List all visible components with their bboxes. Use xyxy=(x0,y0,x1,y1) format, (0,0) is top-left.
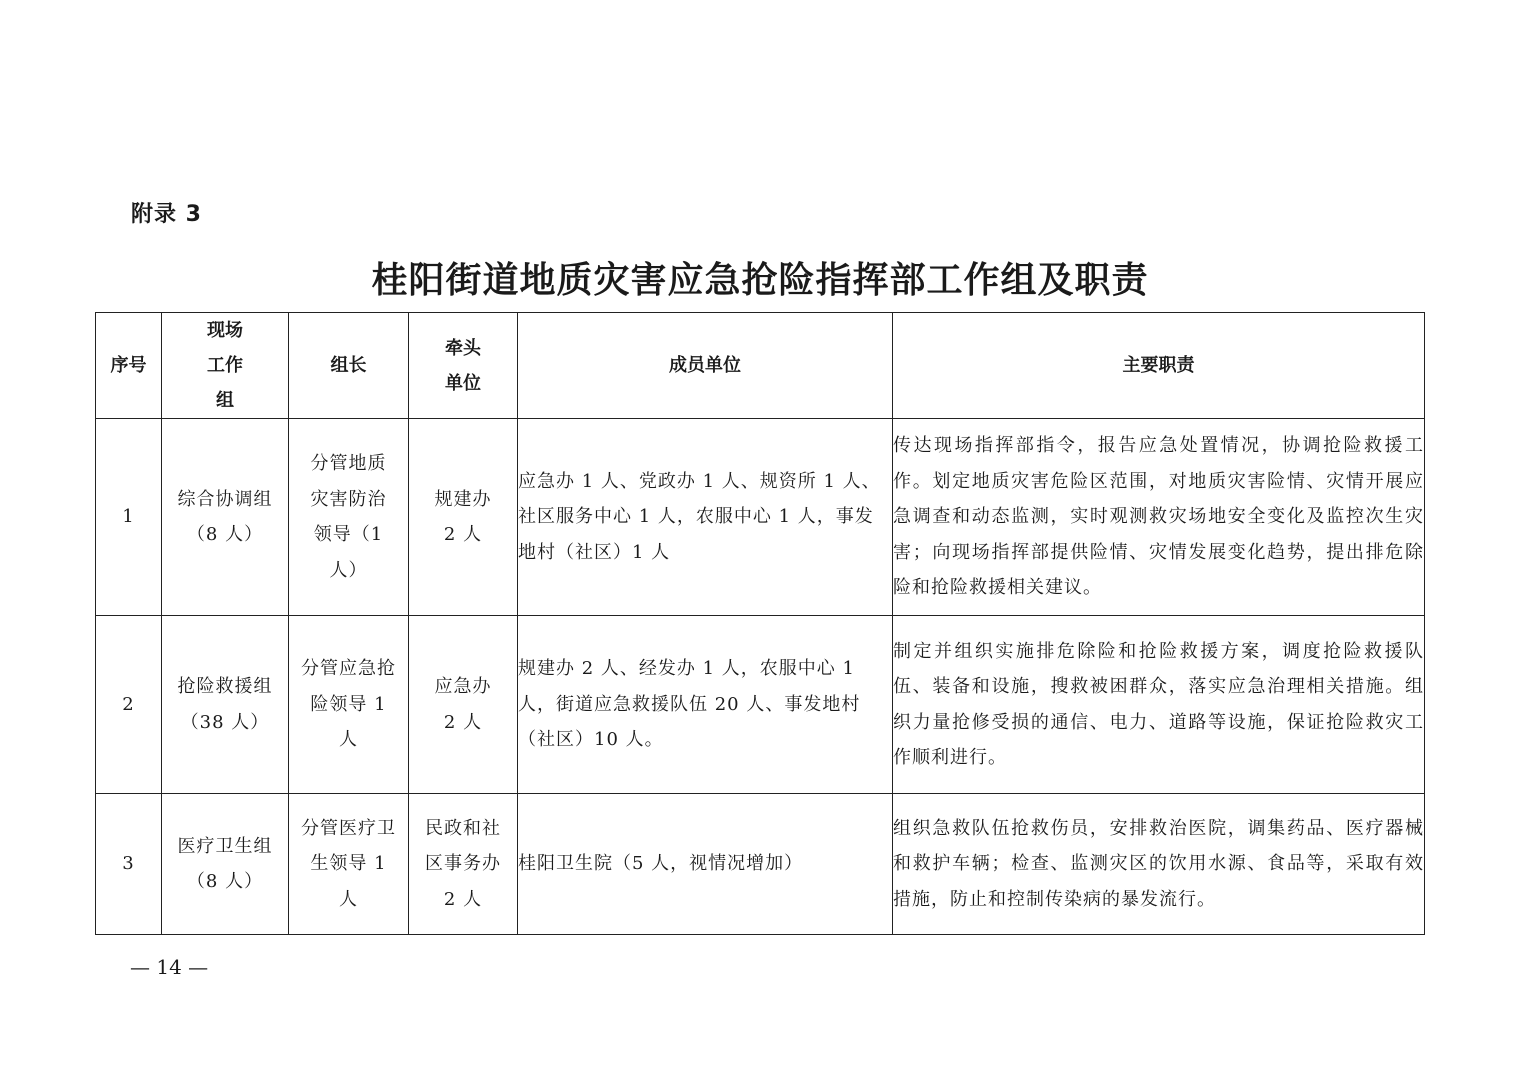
cell-lead-unit: 规建办 2 人 xyxy=(409,419,518,616)
cell-members: 规建办 2 人、经发办 1 人，农服中心 1 人，街道应急救援队伍 20 人、事发地村（社区）10 人。 xyxy=(518,616,893,794)
header-leader: 组长 xyxy=(289,313,409,419)
appendix-label: 附录 3 xyxy=(131,202,202,227)
cell-group: 综合协调组（8 人） xyxy=(162,419,289,616)
cell-leader: 分管应急抢险领导 1 人 xyxy=(289,616,409,794)
cell-group: 医疗卫生组（8 人） xyxy=(162,794,289,935)
page-number: — 14 — xyxy=(130,955,209,979)
header-duties: 主要职责 xyxy=(893,313,1425,419)
table-row xyxy=(96,616,1425,794)
cell-lead-unit: 应急办 2 人 xyxy=(409,616,518,794)
cell-duties: 制定并组织实施排危除险和抢险救援方案，调度抢险救援队伍、装备和设施，搜救被困群众，落实应急治理相关措施。组织力量抢修受损的通信、电力、道路等设施，保证抢险救灾工作顺利进行。 xyxy=(893,616,1425,794)
table-row xyxy=(96,419,1425,616)
cell-members: 桂阳卫生院（5 人，视情况增加） xyxy=(518,794,893,935)
header-members: 成员单位 xyxy=(518,313,893,419)
table-row xyxy=(96,794,1425,935)
cell-index: 2 xyxy=(96,616,162,794)
header-group: 现场工作组 xyxy=(162,313,289,419)
document-title: 桂阳街道地质灾害应急抢险指挥部工作组及职责 xyxy=(371,259,1149,301)
cell-group: 抢险救援组（38 人） xyxy=(162,616,289,794)
work-group-table xyxy=(95,312,1425,935)
header-lead-unit: 牵头单位 xyxy=(409,313,518,419)
cell-leader: 分管医疗卫生领导 1 人 xyxy=(289,794,409,935)
cell-members: 应急办 1 人、党政办 1 人、规资所 1 人、社区服务中心 1 人，农服中心 1 人，事发地村（社区）1 人 xyxy=(518,419,893,616)
cell-index: 1 xyxy=(96,419,162,616)
cell-leader: 分管地质灾害防治领导（1 人） xyxy=(289,419,409,616)
header-index: 序号 xyxy=(96,313,162,419)
cell-duties: 传达现场指挥部指令，报告应急处置情况，协调抢险救援工作。划定地质灾害危险区范围，对地质灾害险情、灾情开展应急调查和动态监测，实时观测救灾场地安全变化及监控次生灾害；向现场指挥部提供险情、灾情发展变化趋势，提出排危除险和抢险救援相关建议。 xyxy=(893,419,1425,616)
table-header-row xyxy=(96,313,1425,419)
cell-lead-unit: 民政和社区事务办 2 人 xyxy=(409,794,518,935)
cell-index: 3 xyxy=(96,794,162,935)
cell-duties: 组织急救队伍抢救伤员，安排救治医院，调集药品、医疗器械和救护车辆；检查、监测灾区的饮用水源、食品等，采取有效措施，防止和控制传染病的暴发流行。 xyxy=(893,794,1425,935)
